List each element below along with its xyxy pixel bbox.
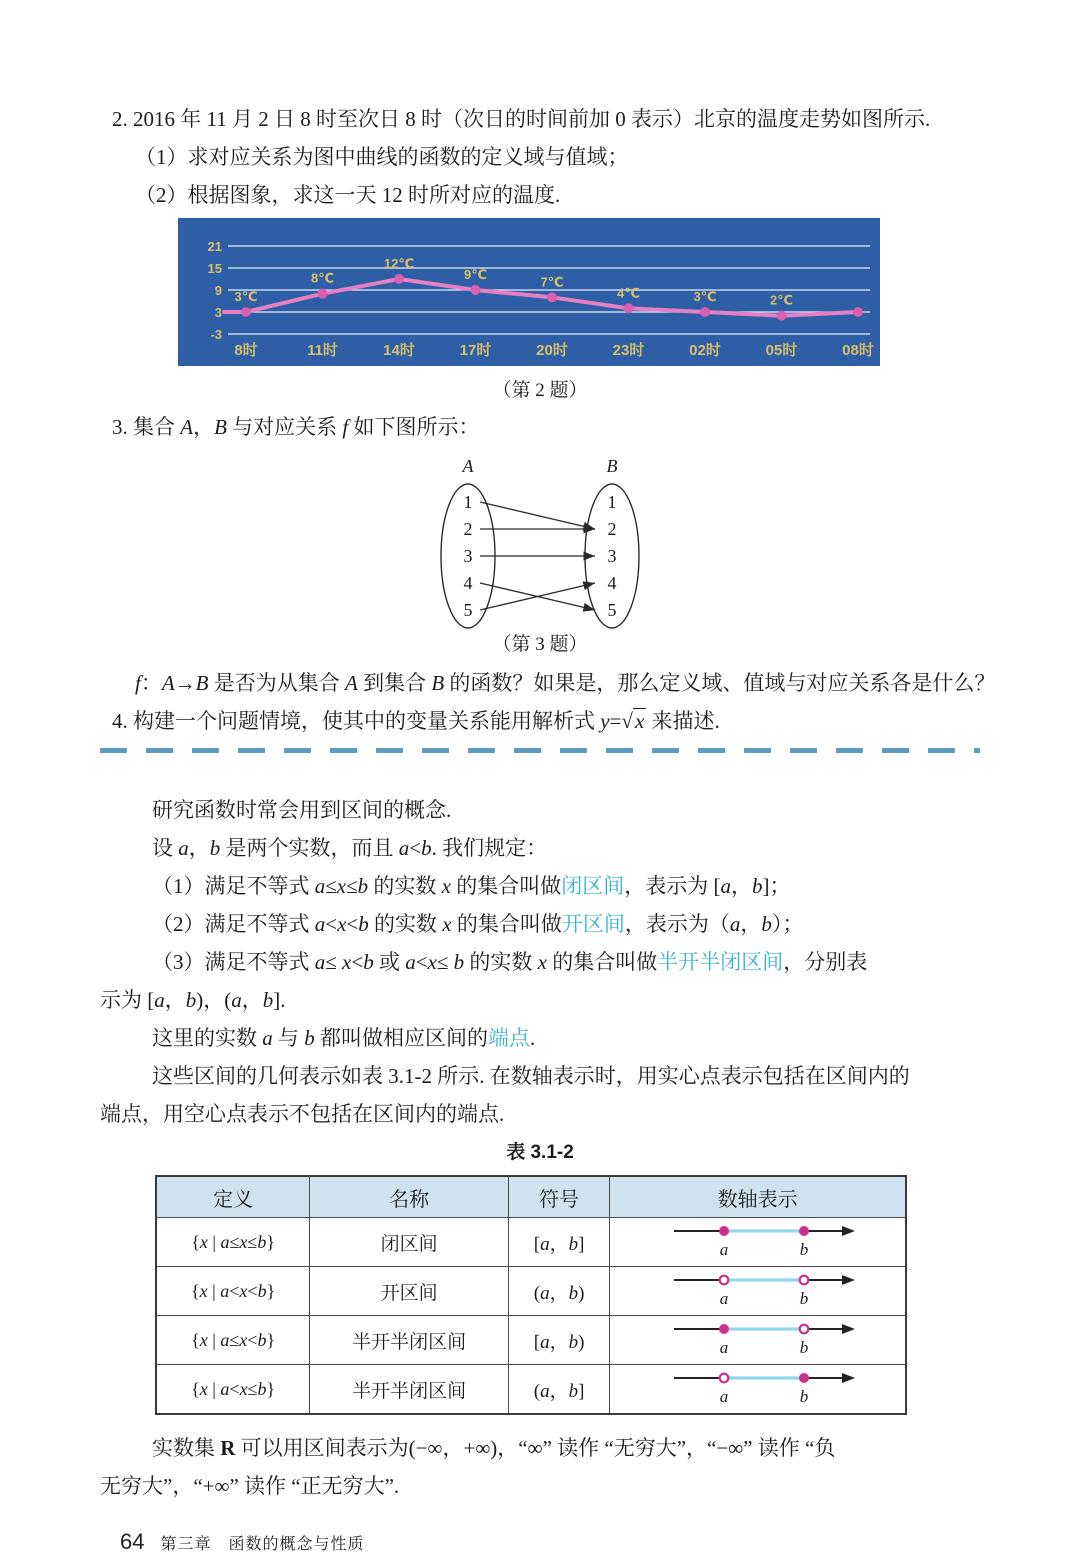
svg-text:8时: 8时: [234, 342, 258, 359]
svg-text:5: 5: [607, 600, 617, 620]
interval-definition-half-line1: （3）满足不等式 a≤ x<b 或 a<x≤ b 的实数 x 的集合叫做半开半闭区间，分别表: [152, 950, 868, 974]
interval-table-body: [156, 1218, 906, 1415]
interval-table-header-row: [156, 1176, 906, 1218]
interval-symbol-cell: [a，b): [509, 1316, 610, 1365]
temperature-chart-svg: [178, 218, 880, 366]
svg-text:b: b: [799, 1240, 808, 1259]
svg-text:4: 4: [607, 573, 617, 593]
svg-text:A: A: [462, 456, 474, 476]
svg-text:B: B: [606, 456, 618, 476]
svg-text:a: a: [719, 1338, 728, 1357]
interval-symbol-cell: (a，b): [509, 1267, 610, 1316]
interval-symbol-cell: (a，b]: [509, 1365, 610, 1415]
interval-definition-open: （2）满足不等式 a<x<b 的实数 x 的集合叫做开区间，表示为（a，b）；: [152, 912, 804, 936]
svg-text:4℃: 4℃: [617, 285, 640, 301]
interval-name-cell: 半开半闭区间: [310, 1365, 509, 1415]
svg-text:3℃: 3℃: [234, 289, 258, 304]
svg-text:a: a: [719, 1289, 728, 1308]
number-line-cell: [610, 1316, 906, 1365]
interval-name-cell: 半开半闭区间: [310, 1316, 509, 1365]
svg-text:1: 1: [607, 492, 617, 512]
svg-text:3: 3: [463, 546, 473, 566]
svg-text:20时: 20时: [536, 342, 568, 359]
svg-text:02时: 02时: [689, 342, 721, 359]
figure-caption-problem2: （第 2 题）: [492, 380, 588, 401]
temperature-line-chart: [178, 218, 880, 366]
section-divider: [100, 748, 980, 753]
interval-definition-closed: （1）满足不等式 a≤x≤b 的实数 x 的集合叫做闭区间，表示为 [a，b]；: [152, 874, 791, 898]
problem2-item1: （1）求对应关系为图中曲线的函数的定义域与值域；: [135, 145, 629, 169]
svg-text:9: 9: [214, 283, 222, 298]
interval-setup-paragraph: 设 a，b 是两个实数，而且 a<b. 我们规定：: [152, 836, 548, 860]
page-number: 64: [120, 1529, 145, 1554]
svg-text:a: a: [719, 1240, 728, 1259]
table-header-2: 符号: [509, 1176, 610, 1218]
problem2-statement: 2. 2016 年 11 月 2 日 8 时至次日 8 时（次日的时间前加 0 表示）北京的温度走势如图所示.: [112, 107, 931, 131]
problem2-item2: （2）根据图象，求这一天 12 时所对应的温度.: [135, 183, 561, 207]
svg-text:23时: 23时: [612, 342, 645, 359]
number-line-cell: [610, 1267, 906, 1316]
svg-text:b: b: [799, 1289, 808, 1308]
number-line-cell: [610, 1365, 906, 1415]
interval-intro-paragraph: 研究函数时常会用到区间的概念.: [152, 798, 452, 822]
svg-text:3℃: 3℃: [693, 289, 717, 304]
table-header-1: 名称: [310, 1176, 509, 1218]
svg-text:08时: 08时: [842, 342, 874, 359]
svg-text:9℃: 9℃: [464, 267, 487, 282]
svg-text:05时: 05时: [765, 342, 798, 359]
svg-text:21: 21: [207, 239, 222, 254]
interval-definition-half-line2: 示为 [a，b)，(a，b].: [100, 988, 286, 1012]
svg-text:8℃: 8℃: [311, 270, 334, 286]
svg-text:3: 3: [214, 305, 222, 320]
svg-text:2: 2: [463, 519, 473, 539]
interval-symbol-cell: [a，b]: [509, 1218, 610, 1267]
real-set-note-line2: 无穷大”，“+∞” 读作 “正无穷大”.: [100, 1474, 400, 1498]
interval-definition-cell: {x | a<x≤b}: [156, 1365, 310, 1415]
number-line-cell: [610, 1218, 906, 1267]
table-title: 表 3.1-2: [506, 1142, 574, 1163]
table-row: [156, 1316, 906, 1365]
table-row: [156, 1267, 906, 1316]
svg-text:2: 2: [607, 519, 617, 539]
table-header-0: 定义: [156, 1176, 310, 1218]
interval-name-cell: 闭区间: [310, 1218, 509, 1267]
svg-text:1: 1: [463, 492, 473, 512]
set-mapping-diagram-svg: [435, 450, 645, 635]
table-row: [156, 1218, 906, 1267]
interval-table-intro-line2: 端点，用空心点表示不包括在区间内的端点.: [100, 1102, 505, 1126]
problem3-statement: 3. 集合 A，B 与对应关系 f 如下图所示：: [112, 415, 480, 439]
chapter-title: 第三章 函数的概念与性质: [160, 1536, 365, 1553]
interval-name-cell: 开区间: [310, 1267, 509, 1316]
interval-definition-cell: {x | a<x<b}: [156, 1267, 310, 1316]
figure-caption-problem3: （第 3 题）: [492, 634, 588, 655]
svg-text:-3: -3: [210, 327, 222, 342]
svg-text:15: 15: [207, 261, 222, 276]
problem3-question: f：A→B 是否为从集合 A 到集合 B 的函数？如果是，那么定义域、值域与对应关系各是什么？: [135, 671, 996, 695]
problem4-statement: 4. 构建一个问题情境，使其中的变量关系能用解析式 y=√x 来描述.: [112, 709, 720, 733]
svg-text:2℃: 2℃: [770, 292, 793, 308]
real-set-note-line1: 实数集 R 可以用区间表示为(−∞，+∞)，“∞” 读作 “无穷大”，“−∞” 读作 “负: [152, 1436, 836, 1460]
set-mapping-diagram: [100, 450, 980, 630]
interval-definition-cell: {x | a≤x<b}: [156, 1316, 310, 1365]
interval-definition-cell: {x | a≤x≤b}: [156, 1218, 310, 1267]
svg-text:a: a: [719, 1387, 728, 1406]
svg-text:b: b: [799, 1387, 808, 1406]
svg-text:14时: 14时: [383, 342, 415, 359]
svg-text:17时: 17时: [459, 342, 492, 359]
svg-text:11时: 11时: [307, 342, 338, 359]
interval-endpoint-note: 这里的实数 a 与 b 都叫做相应区间的端点.: [152, 1026, 536, 1050]
interval-table-intro-line1: 这些区间的几何表示如表 3.1-2 所示. 在数轴表示时，用实心点表示包括在区间内的: [152, 1064, 910, 1088]
svg-text:7℃: 7℃: [540, 274, 564, 290]
svg-text:5: 5: [463, 600, 473, 620]
interval-table: [155, 1175, 907, 1415]
svg-text:12℃: 12℃: [383, 256, 415, 271]
table-row: [156, 1365, 906, 1415]
page-footer: [100, 1529, 980, 1555]
svg-text:4: 4: [463, 573, 473, 593]
svg-text:b: b: [799, 1338, 808, 1357]
table-header-3: 数轴表示: [610, 1176, 906, 1218]
svg-text:3: 3: [607, 546, 617, 566]
